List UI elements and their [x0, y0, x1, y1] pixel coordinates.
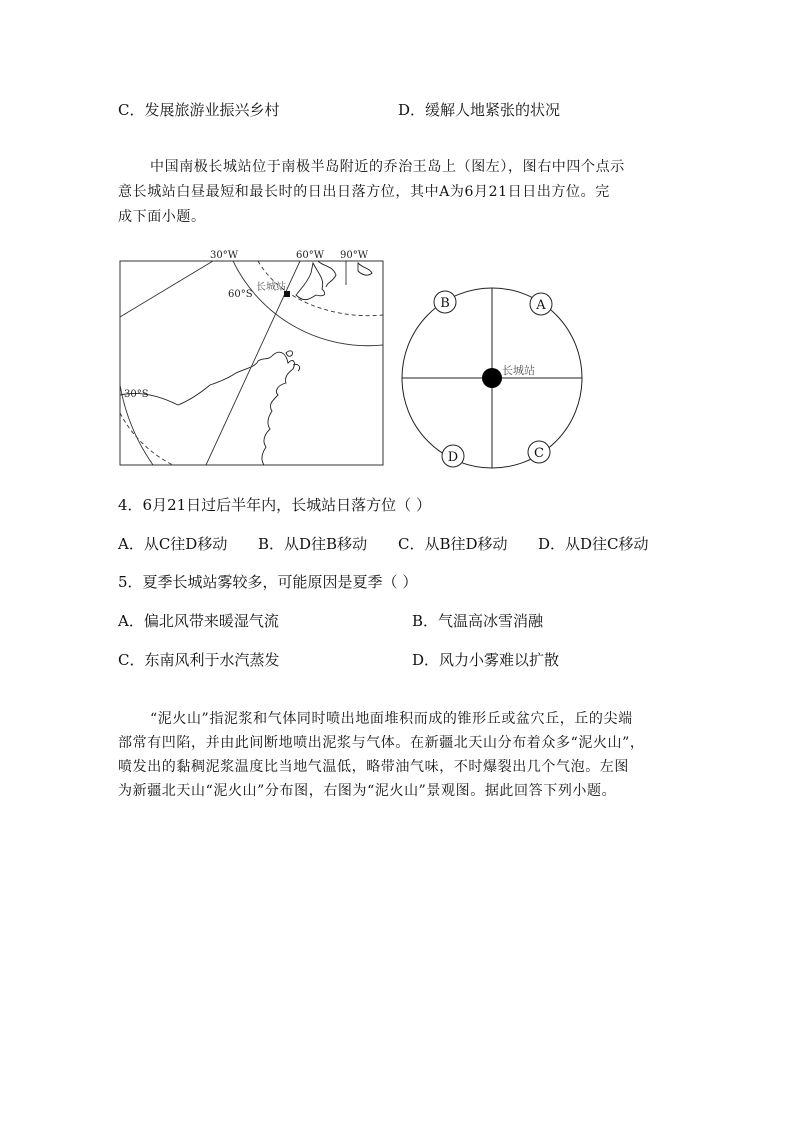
point-d — [442, 445, 464, 467]
option-d: D．缓解人地紧张的状况 — [398, 101, 561, 119]
south-america-coast — [120, 352, 294, 465]
map-station-label: 长城站 — [256, 282, 286, 293]
point-c-label: C — [534, 446, 544, 461]
meridian-30w — [120, 261, 213, 317]
point-a-label: A — [536, 298, 546, 313]
dial-station-label: 长城站 — [502, 364, 535, 377]
option-c: C．发展旅游业振兴乡村 — [118, 101, 280, 119]
sun-direction-dial — [398, 285, 588, 475]
q4-option-c: C．从B往D移动 — [398, 535, 508, 553]
passage2-line3: 喷发出的黏稠泥浆温度比当地气温低，略带油气味，不时爆裂出几个气泡。左图 — [118, 759, 629, 775]
passage2-line4: 为新疆北天山“泥火山”分布图，右图为“泥火山”景观图。据此回答下列小题。 — [118, 783, 617, 799]
q5-option-a: A．偏北风带来暖湿气流 — [118, 612, 279, 630]
label-60w: 60°W — [296, 250, 325, 261]
coast-outline — [318, 261, 336, 287]
q5-option-c: C．东南风利于水汽蒸发 — [118, 651, 280, 669]
label-30w: 30°W — [210, 250, 239, 261]
point-c — [528, 441, 550, 463]
antarctic-map — [118, 245, 386, 470]
point-b — [434, 291, 456, 313]
island-outline — [358, 263, 372, 275]
dashed-circle-lower — [120, 413, 173, 465]
passage1-line1: 中国南极长城站位于南极半岛附近的乔治王岛上（图左），图右中四个点示 — [150, 159, 625, 175]
small-island — [286, 351, 293, 356]
q5-option-d: D．风力小雾难以扩散 — [412, 651, 560, 669]
q4-option-d: D．从D往C移动 — [538, 535, 649, 553]
q5-stem: 5．夏季长城站雾较多，可能原因是夏季（ ） — [118, 573, 418, 591]
point-b-label: B — [440, 296, 450, 311]
passage1-line2: 意长城站白昼最短和最长时的日出日落方位，其中A为6月21日日出方位。完 — [118, 184, 610, 200]
label-60s: 60°S — [228, 289, 253, 300]
label-90w: 90°W — [340, 250, 369, 261]
q4-option-a: A．从C往D移动 — [118, 535, 228, 553]
point-d-label: D — [447, 450, 459, 465]
passage2-line1: “泥火山”指泥浆和气体同时喷出地面堆积而成的锥形丘或盆穴丘，丘的尖端 — [150, 711, 633, 727]
peninsula-outline — [296, 263, 325, 300]
q4-option-b: B．从D往B移动 — [258, 535, 368, 553]
passage2-line2: 部常有凹陷，并由此间断地喷出泥浆与气体。在新疆北天山分布着众多“泥火山”， — [118, 735, 645, 751]
point-a — [530, 293, 552, 315]
q5-option-b: B．气温高冰雪消融 — [412, 612, 544, 630]
dial-station-dot — [482, 368, 502, 388]
label-30s: 30°S — [124, 389, 149, 400]
passage1-line3: 成下面小题。 — [118, 209, 206, 225]
q4-stem: 4．6月21日过后半年内，长城站日落方位（ ） — [118, 496, 431, 514]
